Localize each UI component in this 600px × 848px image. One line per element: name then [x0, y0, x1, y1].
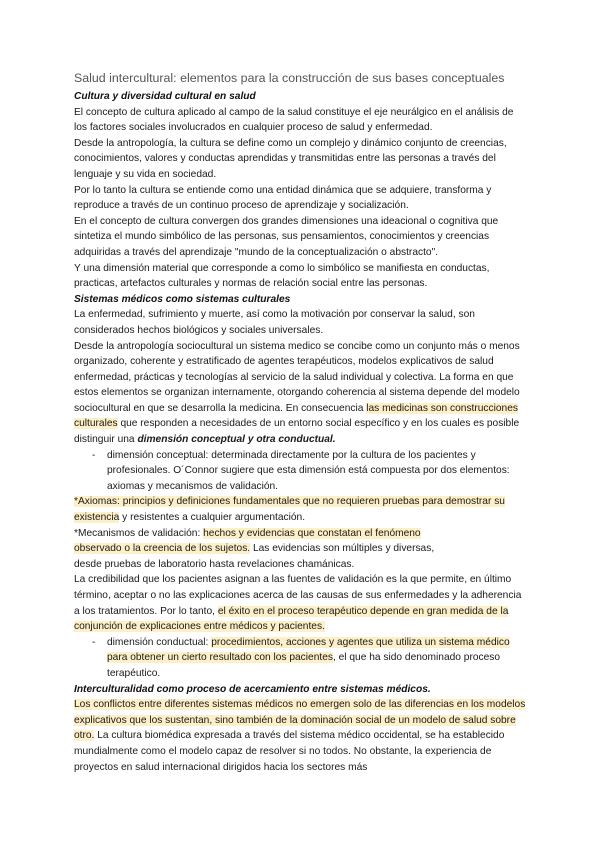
document-title: Salud intercultural: elementos para la construcción de sus bases conceptuales — [74, 71, 505, 85]
document-page — [74, 70, 529, 775]
paragraph-text: *Mecanismos de validación: — [74, 527, 204, 539]
bullet-dash: - — [92, 449, 96, 461]
paragraph-text: La credibilidad que los pacientes asignan a las fuentes de validación es la que permite, en último término, aceptar o no las explicaciones acerca de las causas de sus enfermedades y la adherencia a los tratamientos. Por lo tanto, — [74, 574, 522, 617]
highlighted-text: *Axiomas: principios y definiciones fundamentales que no requieren pruebas para demostrar su existencia — [74, 496, 505, 524]
paragraph: Por lo tanto la cultura se entiende como una entidad dinámica que se adquiere, transforma y reproduce a través de un continuo proceso de aprendizaje y socialización. — [74, 184, 492, 212]
list-item-text: , el que ha sido denominado proceso terapéutico. — [107, 652, 501, 679]
paragraph — [74, 494, 529, 525]
paragraph: En el concepto de cultura convergen dos grandes dimensiones una ideacional o cognitiva que sintetiza el mundo simbólico de las personas, sus pensamientos, conocimientos y creencias adquiridas a través del aprendizaje "mundo de la conceptualización o abstracto". — [74, 215, 499, 258]
bullet-dash: - — [92, 636, 96, 648]
list-item-text: dimensión conductual: — [107, 636, 212, 648]
paragraph: desde pruebas de laboratorio hasta revelaciones chamánicas. — [74, 558, 355, 570]
paragraph-text: y resistentes a cualquier argumentación. — [119, 512, 306, 524]
paragraph: Desde la antropología, la cultura se define como un complejo y dinámico conjunto de creencias, conocimientos, valores y conductas aprendidas y transmitidas entre las personas a través del lenguaje y su vida en sociedad. — [74, 137, 507, 180]
section-heading-cultura: Cultura y diversidad cultural en salud — [74, 91, 256, 102]
paragraph — [74, 572, 529, 634]
section-heading-interculturalidad: Interculturalidad como proceso de acercamiento entre sistemas médicos. — [74, 683, 431, 695]
list-item — [74, 448, 529, 495]
paragraph-text: Las evidencias son múltiples y diversas, — [250, 543, 435, 555]
highlighted-text: procedimientos, acciones y agentes que utiliza un sistema médico para obtener un cierto resultado con los pacientes — [107, 636, 510, 664]
paragraph — [74, 526, 529, 542]
paragraph — [74, 339, 529, 448]
highlighted-text: las medicinas son construcciones culturales — [74, 402, 518, 430]
highlighted-text: Los conflictos entre diferentes sistemas médicos no emergen solo de las diferencias en los modelos explicativos que los sustentan, sino también de la dominación social de un modelo de salud sobre otro. — [74, 699, 526, 742]
highlighted-text: el éxito en el proceso terapéutico depende en gran medida de la conjunción de explicaciones entre médicos y pacientes. — [74, 605, 509, 633]
paragraph — [74, 697, 529, 775]
list-item-text: dimensión conceptual: determinada directamente por la cultura de los pacientes y profesionales. O´Connor sugiere que esta dimensión está compuesta por dos elementos: axiomas y mecanismos de validación. — [107, 449, 510, 492]
paragraph: Y una dimensión material que corresponde a como lo simbólico se manifiesta en conductas, practicas, artefactos culturales y normas de relación social entre las personas. — [74, 262, 490, 290]
emphasized-text: dimensión conceptual y otra conductual. — [137, 434, 336, 446]
highlighted-text: observado o la creencia de los sujetos. — [74, 543, 251, 555]
section-heading-sistemas: Sistemas médicos como sistemas culturales — [74, 293, 291, 305]
paragraph-text: Desde la antropología sociocultural un sistema medico se concibe como un conjunto más o menos organizado, coherente y estratificado de agentes terapéuticos, modelos explicativos de salud enfermedad, prácticas y tecnologías al servicio de la salud individual y colectiva. La forma en que estos elementos se organizan internamente, otorgando coherencia al sistema depende del modelo sociocultural en que se desarrolla la medicina. En consecuencia — [74, 340, 520, 414]
paragraph: La enfermedad, sufrimiento y muerte, así como la motivación por conservar la salud, son considerados hechos biológicos y sociales universales. — [74, 309, 475, 336]
highlighted-text: hechos y evidencias que constatan el fenómeno — [203, 527, 421, 539]
paragraph: El concepto de cultura aplicado al campo de la salud constituye el eje neurálgico en el análisis de los factores sociales involucrados en cualquier proceso de salud y enfermedad. — [74, 106, 514, 134]
paragraph-text: que responden a necesidades de un entorno social específico y en los cuales es posible distinguir una — [74, 418, 520, 446]
paragraph — [74, 541, 529, 557]
list-item — [74, 635, 529, 682]
paragraph-text: La cultura biomédica expresada a través del sistema médico occidental, se ha establecido mundialmente como el modelo capaz de resolver si no todos. No obstante, la experiencia de proyectos en salud internacional dirigidos hacia los sectores más — [74, 730, 505, 773]
